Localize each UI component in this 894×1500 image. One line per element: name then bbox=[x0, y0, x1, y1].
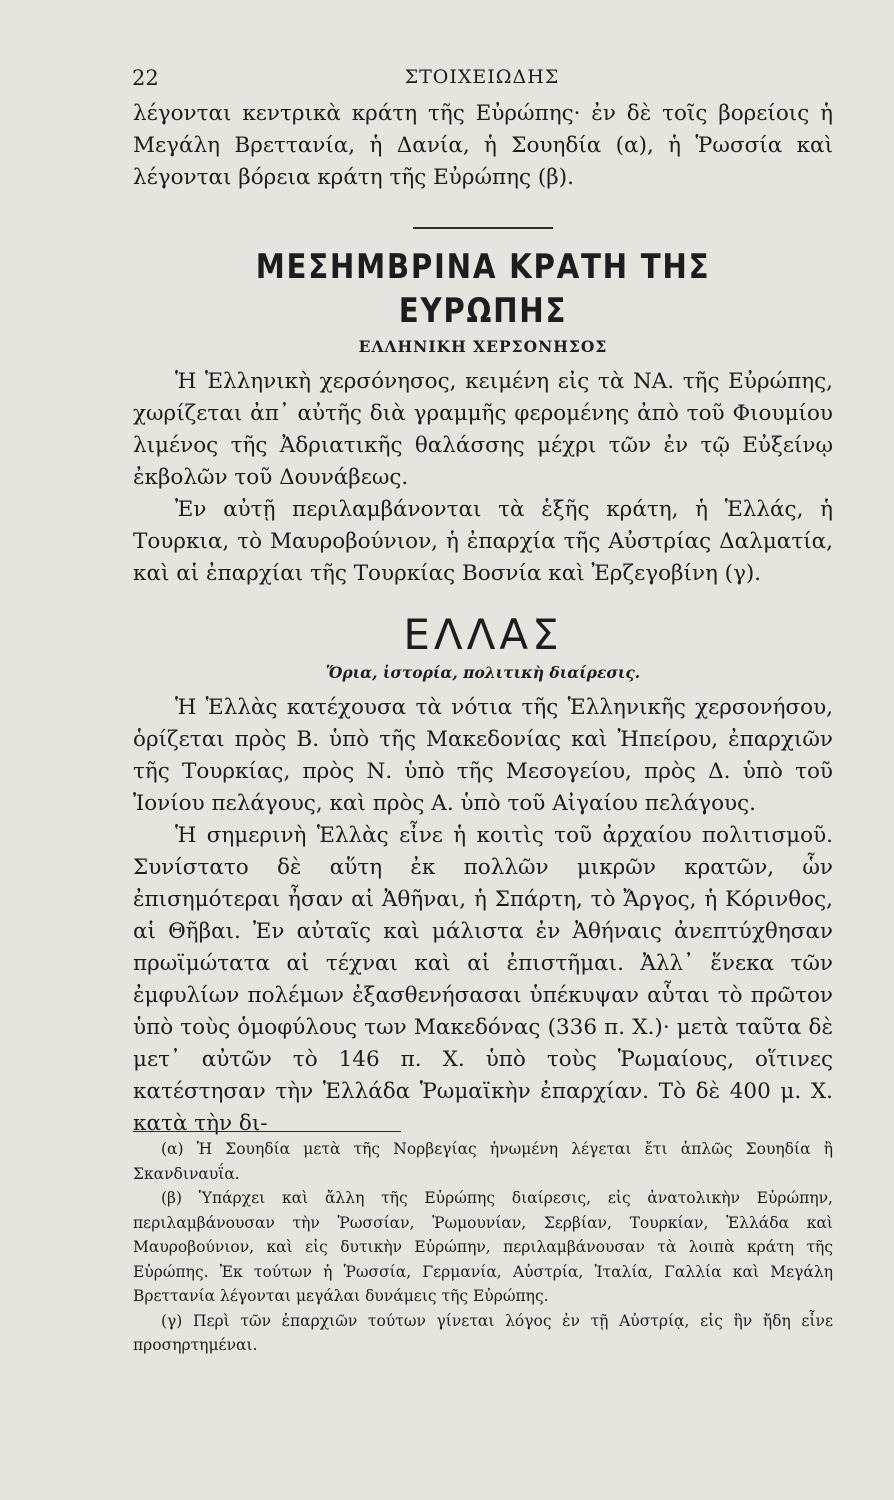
chapter-heading: ΜΕΣΗΜΒΡΙΝΑ ΚΡΑΤΗ ΤΗΣ ΕΥΡΩΠΗΣ bbox=[255, 247, 711, 331]
footnote-alpha: (α) Ἡ Σουηδία μετὰ τῆς Νορβεγίας ἡνωμένη λέγεται ἔτι ἁπλῶς Σουηδία ἢ Σκανδιναυΐα. bbox=[133, 1140, 833, 1183]
hellas-paragraph-2: Ἡ σημερινὴ Ἑλλὰς εἶνε ἡ κοιτὶς τοῦ ἀρχαίου πολιτισμοῦ. Συνίστατο δὲ αὕτη ἐκ πολλῶν μικρῶν κρατῶν, ὧν ἐπισημότεραι ἦσαν αἱ Ἀθῆναι, ἡ Σπάρτη, τὸ Ἄργος, ἡ Κόρινθος, αἱ Θῆβαι. Ἐν αὐταῖς καὶ μάλιστα ἐν Ἀθήναις ἀνεπτύχθησαν πρωϊμώτατα αἱ τέχναι καὶ αἱ ἐπιστῆμαι. Ἀλλ᾽ ἕνεκα τῶν ἐμφυλίων πολέμων ἐξασθενήσασαι ὑπέκυψαν αὗται τὸ πρῶτον ὑπὸ τοὺς ὁμοφύλους των Μακεδόνας (336 π. Χ.)· μετὰ ταῦτα δὲ μετ᾽ αὐτῶν τὸ 146 π. Χ. ὑπὸ τοὺς Ῥωμαίους, οἵτινες κατέστησαν τὴν Ἑλλάδα Ῥωμαϊκὴν ἐπαρχίαν. Τὸ δὲ 400 μ. Χ. κατὰ τὴν δι- bbox=[133, 823, 833, 1136]
page-header bbox=[132, 66, 832, 96]
page-number: 22 bbox=[132, 66, 159, 90]
footnote-rule bbox=[133, 1131, 401, 1132]
footnote-gamma: (γ) Περὶ τῶν ἐπαρχιῶν τούτων γίνεται λόγος ἐν τῇ Αὐστρίᾳ, εἰς ἣν ἤδη εἶνε προσηρτημέναι. bbox=[133, 1311, 833, 1354]
footnote-beta: (β) Ὑπάρχει καὶ ἄλλη τῆς Εὐρώπης διαίρεσις, εἰς ἀνατολικὴν Εὐρώπην, περιλαμβάνουσαν τὴν Ῥωσσίαν, Ῥωμουνίαν, Σερβίαν, Τουρκίαν, Ἑλλάδα καὶ Μαυροβούνιον, καὶ εἰς δυτικὴν Εὐρώπην, περιλαμβάνουσαν τὰ λοιπὰ κράτη τῆς Εὐρώπης. Ἐκ τούτων ἡ Ῥωσσία, Γερμανία, Αὐστρία, Ἰταλία, Γαλλία καὶ Μεγάλη Βρεττανία λέγονται μεγάλαι δυνάμεις τῆς Εὐρώπης. bbox=[133, 1189, 833, 1305]
page-body bbox=[133, 98, 833, 1140]
section-divider bbox=[413, 227, 553, 229]
chapter-subheading: ΕΛΛΗΝΙΚΗ ΧΕΡΣΟΝΗΣΟΣ bbox=[358, 337, 608, 356]
hellas-paragraph-1: Ἡ Ἑλλὰς κατέχουσα τὰ νότια τῆς Ἑλληνικῆς χερσονήσου, ὁρίζεται πρὸς Β. ὑπὸ τῆς Μακεδονίας καὶ Ἠπείρου, ἐπαρχιῶν τῆς Τουρκίας, πρὸς Ν. ὑπὸ τῆς Μεσογείου, πρὸς Δ. ὑπὸ τοῦ Ἰονίου πελάγους, καὶ πρὸς Α. ὑπὸ τοῦ Αἰγαίου πελάγους. bbox=[133, 695, 833, 816]
section-title: ΕΛΛΑΣ bbox=[403, 610, 563, 659]
footnotes bbox=[133, 1137, 833, 1358]
peninsula-paragraph-2: Ἐν αὐτῇ περιλαμβάνονται τὰ ἑξῆς κράτη, ἡ Ἑλλάς, ἡ Τουρκια, τὸ Μαυροβούνιον, ἡ ἐπαρχία τῆς Αὐστρίας Δαλματία, καὶ αἱ ἐπαρχίαι τῆς Τουρκίας Βοσνία καὶ Ἐρζεγοβίνη (γ). bbox=[133, 497, 833, 586]
intro-paragraph: λέγονται κεντρικὰ κράτη τῆς Εὐρώπης· ἐν δὲ τοῖς βορείοις ἡ Μεγάλη Βρεττανία, ἡ Δανία, ἡ Σουηδία (α), ἡ Ῥωσσία καὶ λέγονται βόρεια κράτη τῆς Εὐρώπης (β). bbox=[133, 101, 833, 190]
running-head: ΣΤΟΙΧΕΙΩΔΗΣ bbox=[404, 66, 560, 88]
peninsula-paragraph-1: Ἡ Ἑλληνικὴ χερσόνησος, κειμένη εἰς τὰ ΝΑ. τῆς Εὐρώπης, χωρίζεται ἀπ᾽ αὐτῆς διὰ γραμμῆς φερομένης ἀπὸ τοῦ Φιουμίου λιμένος τῆς Ἀδριατικῆς θαλάσσης μέχρι τῶν ἐν τῷ Εὐξείνῳ ἐκβολῶν τοῦ Δουνάβεως. bbox=[133, 369, 833, 490]
section-subtitle: Ὅρια, ἱστορία, πολιτικὴ διαίρεσις. bbox=[325, 663, 641, 682]
